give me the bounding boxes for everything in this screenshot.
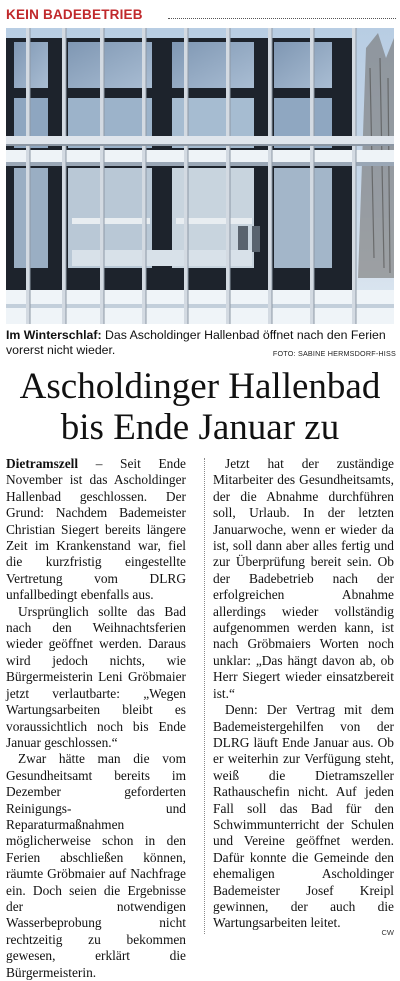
rubric-divider bbox=[168, 18, 396, 19]
paragraph-1 bbox=[6, 456, 186, 604]
paragraph-4: Jetzt hat der zuständige Mitarbeiter des Gesundheitsamts, der die Abnahme durchführen soll, Urlaub. In der letzten Januarwoche, wenn er wieder da ist, soll dann aber alles fertig und zur Überprüfung bereit sein. Ob der Badebetrieb nach der erfolgreichen Abnahme allerdings wieder vollständig aufgenommen werden kann, ist nach Gröbmaiers Worten noch unklar: „Das hängt davon ab, ob Herr Siegert wieder einsatzbereit ist.“ bbox=[213, 456, 394, 701]
headline-line-2: bis Ende Januar zu bbox=[60, 407, 340, 448]
caption-lead: Im Winterschlaf: bbox=[6, 328, 102, 342]
paragraph-2: Ursprünglich sollte das Bad nach den Weihnachtsferien wieder geöffnet werden. Daraus wird jedoch nichts, wie Bürgermeisterin Leni Gröbmaier jetzt verlautbarte: „Wegen Wartungsarbeiten bleibt es voraussichtlich noch bis Ende Januar geschlossen.“ bbox=[6, 603, 186, 750]
column-divider bbox=[204, 458, 205, 934]
paragraph-3: Zwar hätte man die vom Gesundheitsamt bereits im Dezember geforderten Reinigungs- und Reparaturmaßnahmen möglicherweise schon in den Ferien abschließen können, räumte Gröbmaier auf Nachfrage ein. Doch seien die Ergebnisse der notwendigen Wasserbeprobung nicht rechtzeitig zu bekommen gewesen, erklärt die Bürgermeisterin. bbox=[6, 751, 186, 980]
headline bbox=[0, 366, 400, 448]
paragraph-5: Denn: Der Vertrag mit dem Bademeistergehilfen von der DLRG läuft Ende Januar aus. Ob er weiterhin zur Verfügung steht, weiß die Dietramszeller Rathauschefin nicht. Auf jeden Fall soll das Bad für den Schwimmunterricht der Schulen und Vereine geöffnet werden. Dafür konnte die Gemeinde den ehemaligen Ascholdinger Bademeister Josef Kreipl gewinnen, der auch die Wartungsarbeiten leitet. bbox=[213, 702, 394, 931]
article-photo bbox=[6, 28, 394, 324]
caption-text: Das Ascholdinger Hallenbad öffnet nach den Ferien vorerst nicht wieder. bbox=[6, 328, 386, 357]
photo-credit: FOTO: SABINE HERMSDORF-HISS bbox=[272, 349, 396, 358]
dateline: Dietramszell bbox=[6, 456, 79, 471]
author-initials: CW bbox=[381, 928, 394, 937]
headline-line-1: Ascholdinger Hallenbad bbox=[19, 366, 381, 407]
paragraph-1-text: – Seit Ende November ist das Ascholdinger Hallenbad geschlossen. Der Grund: Nachdem Bademeister Christian Siegert bereits längere Zeit im Krankenstand war, fiel die kurzfristig eingestellte Vertretung vom DLRG unfallbedingt ebenfalls aus. bbox=[6, 456, 186, 603]
rubric-label: KEIN BADEBETRIEB bbox=[6, 7, 143, 22]
article-column-right bbox=[213, 456, 394, 932]
section-rubric bbox=[6, 4, 396, 26]
article-column-left bbox=[6, 456, 186, 981]
